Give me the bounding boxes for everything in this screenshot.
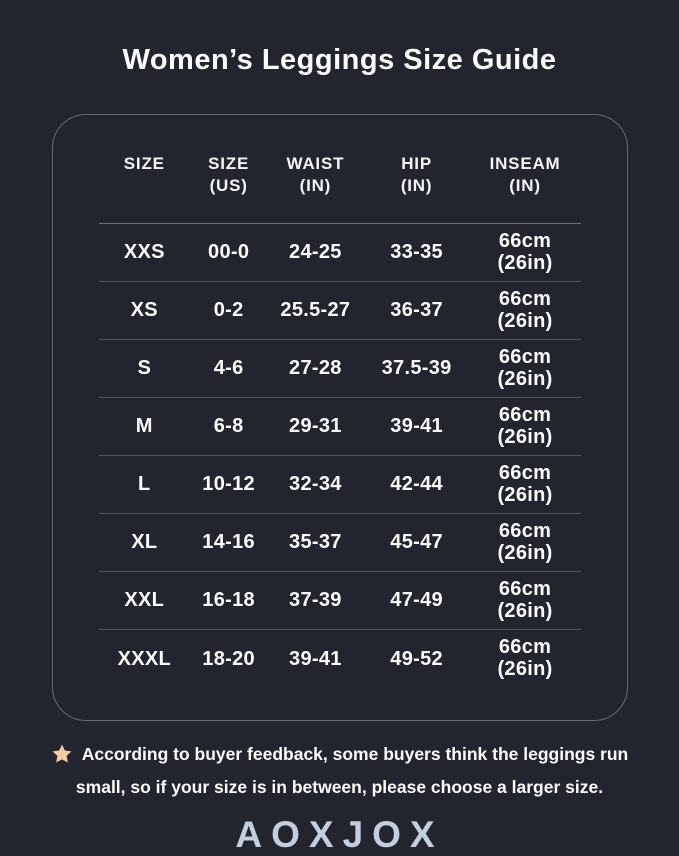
header-cell-size-us: SIZE (US): [208, 154, 250, 196]
disclaimer-line-2: [0, 773, 679, 801]
cell-size: XXL: [124, 589, 165, 611]
cell-inseam-in: 66cm (26in): [497, 403, 553, 448]
cell-size-us: 14-16: [202, 531, 255, 553]
cell-size-us: 16-18: [202, 589, 255, 611]
cell-inseam-in: 66cm (26in): [497, 636, 553, 680]
cell-waist-in: 29-31: [289, 415, 342, 437]
cell-hip-in: 49-52: [390, 647, 443, 670]
header-cell-waist-in: WAIST (IN): [286, 154, 345, 196]
table-header-row: [99, 115, 581, 224]
cell-size: XL: [131, 531, 158, 553]
cell-inseam-in: 66cm (26in): [497, 461, 553, 506]
header-cell-inseam-in: INSEAM (IN): [489, 154, 561, 196]
cell-size: L: [138, 473, 151, 495]
cell-size: M: [135, 415, 153, 437]
cell-size-us: 4-6: [213, 357, 244, 379]
cell-hip-in: 36-37: [390, 299, 443, 321]
disclaimer-note: [0, 740, 679, 801]
header-cell-hip-in: HIP (IN): [400, 154, 433, 196]
cell-hip-in: 45-47: [390, 531, 443, 553]
table-row-xxl: [99, 572, 581, 630]
table-row-s: [99, 340, 581, 398]
cell-waist-in: 27-28: [289, 357, 342, 379]
disclaimer-line-1: [51, 740, 629, 768]
size-table-body: [53, 224, 627, 688]
cell-hip-in: 37.5-39: [381, 357, 452, 379]
table-row-m: [99, 398, 581, 456]
cell-size: XXS: [123, 241, 165, 263]
cell-size: S: [137, 357, 152, 379]
cell-size-us: 0-2: [213, 299, 244, 321]
header-cell-size: SIZE: [123, 154, 165, 173]
cell-waist-in: 24-25: [289, 241, 342, 263]
cell-hip-in: 42-44: [390, 473, 443, 495]
star-icon: [51, 743, 73, 765]
cell-size-us: 6-8: [213, 415, 244, 437]
cell-size-us: 10-12: [202, 473, 255, 495]
cell-inseam-in: 66cm (26in): [497, 287, 553, 332]
cell-waist-in: 32-34: [289, 473, 342, 495]
cell-hip-in: 47-49: [390, 589, 443, 611]
table-row-xl: [99, 514, 581, 572]
table-row-xxxl: [99, 630, 581, 688]
cell-size: XS: [130, 299, 158, 321]
cell-size-us: 18-20: [202, 647, 255, 670]
cell-waist-in: 25.5-27: [280, 299, 351, 321]
cell-inseam-in: 66cm (26in): [497, 519, 553, 564]
table-row-xxs: [99, 224, 581, 282]
cell-size-us: 00-0: [208, 241, 250, 263]
cell-size: XXXL: [117, 647, 171, 670]
cell-waist-in: 39-41: [289, 647, 342, 670]
disclaimer-text-line2: small, so if your size is in between, please choose a larger size.: [75, 777, 604, 797]
page-title: Women’s Leggings Size Guide: [122, 44, 557, 76]
cell-inseam-in: 66cm (26in): [497, 577, 553, 622]
table-row-xs: [99, 282, 581, 340]
table-row-l: [99, 456, 581, 514]
cell-hip-in: 39-41: [390, 415, 443, 437]
disclaimer-text-line1: According to buyer feedback, some buyers think the leggings run: [81, 744, 629, 764]
cell-hip-in: 33-35: [390, 241, 443, 263]
cell-inseam-in: 66cm (26in): [497, 345, 553, 390]
cell-inseam-in: 66cm (26in): [497, 229, 553, 274]
size-guide-card: [52, 114, 628, 721]
brand-logo: AOXJOX: [235, 814, 444, 855]
cell-waist-in: 35-37: [289, 531, 342, 553]
cell-waist-in: 37-39: [289, 589, 342, 611]
